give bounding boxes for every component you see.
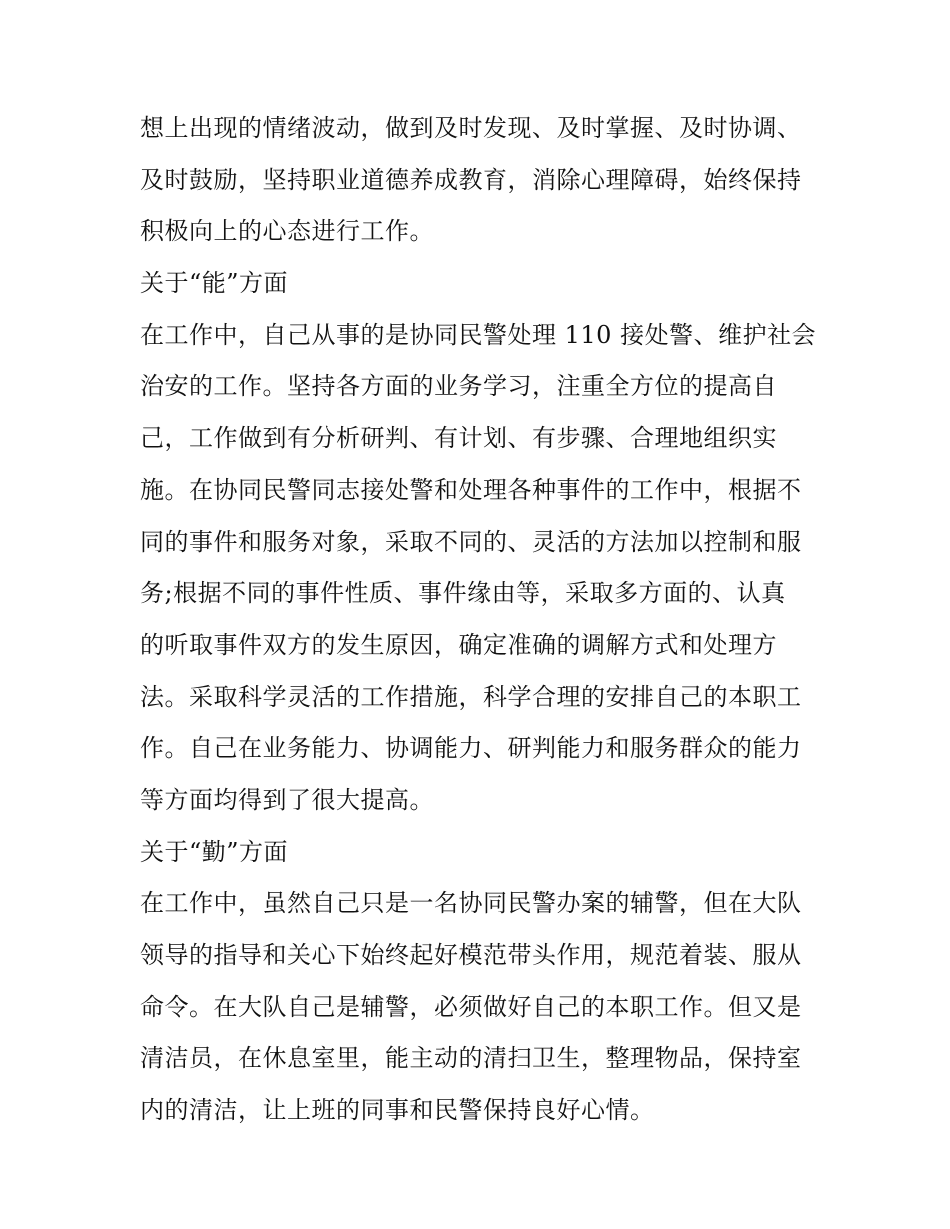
text-line: 想上出现的情绪波动，做到及时发现、及时掌握、及时协调、 [140, 114, 802, 142]
text-line: 积极向上的心态进行工作。 [140, 217, 434, 246]
text-line: 清洁员，在休息室里，能主动的清扫卫生，整理物品，保持室 [140, 1044, 802, 1073]
text-line: 作。自己在业务能力、协调能力、研判能力和服务群众的能力 [140, 734, 802, 763]
document-body [140, 103, 820, 1137]
text-line: 务;根据不同的事件性质、事件缘由等，采取多方面的、认真 [140, 579, 786, 608]
text-line: 法。采取科学灵活的工作措施，科学合理的安排自己的本职工 [140, 682, 802, 711]
text-line: 在工作中，虽然自己只是一名协同民警办案的辅警，但在大队 [140, 889, 802, 918]
text-line: 内的清洁，让上班的同事和民警保持良好心情。 [140, 1096, 655, 1125]
text-line: 同的事件和服务对象，采取不同的、灵活的方法加以控制和服 [140, 527, 802, 556]
section-heading: 关于“勤”方面 [140, 837, 289, 866]
text-line: 施。在协同民警同志接处警和处理各种事件的工作中，根据不 [140, 475, 802, 504]
text-line: 领导的指导和关心下始终起好模范带头作用，规范着装、服从 [140, 941, 802, 969]
text-line: 及时鼓励，坚持职业道德养成教育，消除心理障碍，始终保持 [140, 165, 802, 194]
text-line: 命令。在大队自己是辅警，必须做好自己的本职工作。但又是 [140, 992, 802, 1021]
text-line: 在工作中，自己从事的是协同民警处理 110 接处警、维护社会 [140, 320, 817, 349]
text-line: 等方面均得到了很大提高。 [140, 785, 434, 814]
text-line: 己，工作做到有分析研判、有计划、有步骤、合理地组织实 [140, 424, 777, 453]
section-heading: 关于“能”方面 [140, 269, 289, 298]
text-line: 的听取事件双方的发生原因，确定准确的调解方式和处理方 [140, 630, 777, 659]
text-line: 治安的工作。坚持各方面的业务学习，注重全方位的提高自 [140, 372, 777, 401]
